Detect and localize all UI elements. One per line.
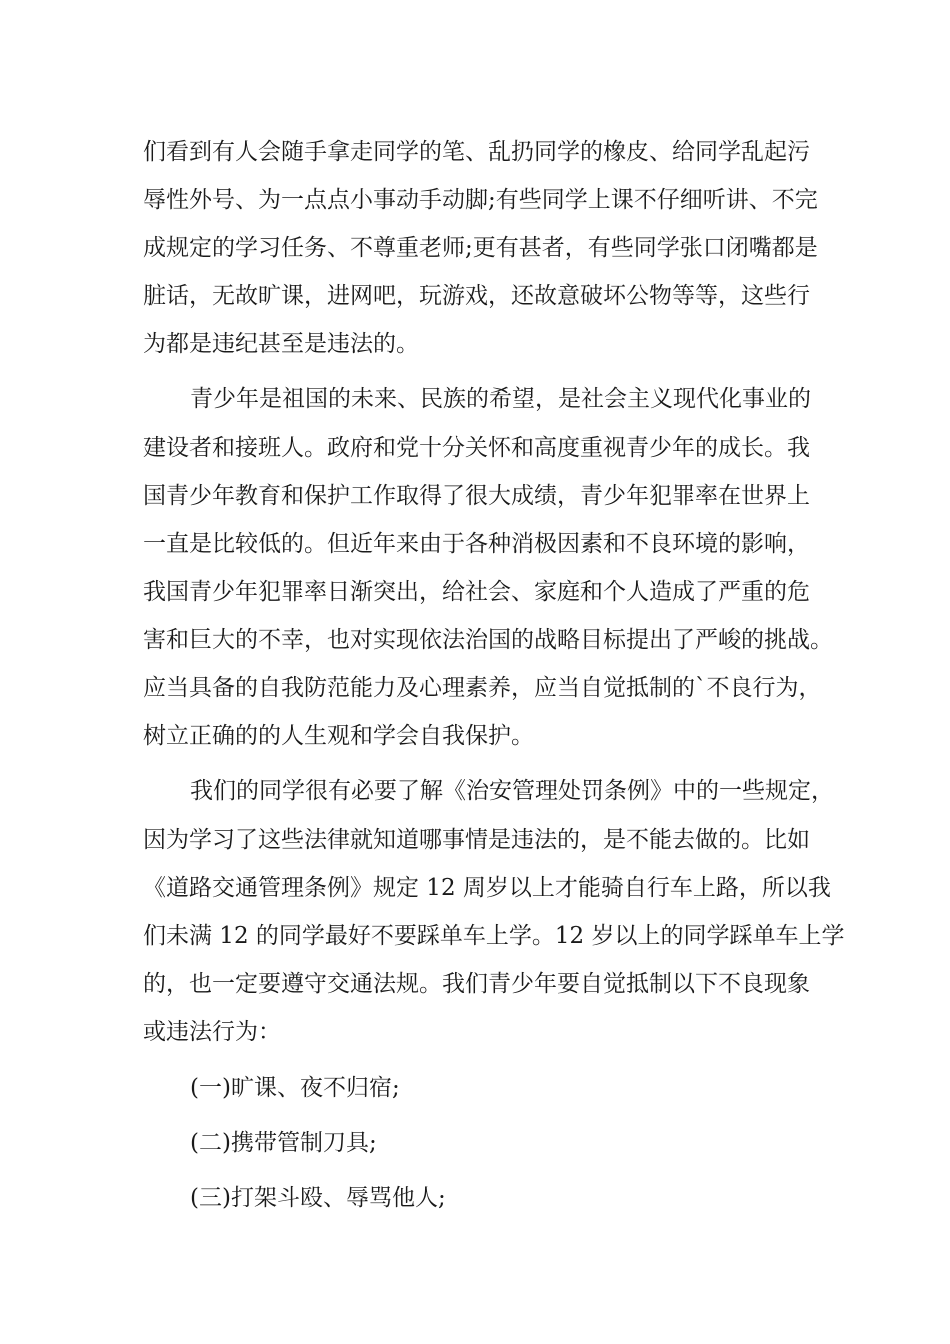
paragraph-1-line: 们看到有人会随手拿走同学的笔、乱扔同学的橡皮、给同学乱起污 [143,139,810,165]
paragraph-2-line: 青少年是祖国的未来、民族的希望，是社会主义现代化事业的 [190,386,811,412]
list-item: (一)旷课、夜不归宿; [190,1075,400,1101]
paragraph-2-line: 我国青少年犯罪率日渐突出，给社会、家庭和个人造成了严重的危 [143,579,810,605]
paragraph-1-line: 成规定的学习任务、不尊重老师;更有甚者，有些同学张口闭嘴都是 [143,235,818,261]
paragraph-3-line: 《道路交通管理条例》规定 12 周岁以上才能骑自行车上路，所以我 [143,875,831,901]
paragraph-3-line: 们未满 12 的同学最好不要踩单车上学。12 岁以上的同学踩单车上学 [143,923,845,949]
paragraph-2-line: 一直是比较低的。但近年来由于各种消极因素和不良环境的影响， [143,531,810,557]
paragraph-3-line: 我们的同学很有必要了解《治安管理处罚条例》中的一些规定， [190,778,834,804]
paragraph-2-line: 害和巨大的不幸，也对实现依法治国的战略目标提出了严峻的挑战。 [143,627,833,653]
paragraph-2-line: 树立正确的的人生观和学会自我保护。 [143,723,534,749]
paragraph-3-line: 或违法行为： [143,1019,281,1045]
paragraph-3-line: 的，也一定要遵守交通法规。我们青少年要自觉抵制以下不良现象 [143,971,810,997]
paragraph-1-line: 辱性外号、为一点点小事动手动脚;有些同学上课不仔细听讲、不完 [143,187,818,213]
paragraph-2-line: 建设者和接班人。政府和党十分关怀和高度重视青少年的成长。我 [143,435,810,461]
paragraph-1-line: 为都是违纪甚至是违法的。 [143,331,419,357]
paragraph-1-line: 脏话，无故旷课，进网吧，玩游戏，还故意破坏公物等等，这些行 [143,283,810,309]
paragraph-3-line: 因为学习了这些法律就知道哪事情是违法的，是不能去做的。比如 [143,827,810,853]
paragraph-2-line: 应当具备的自我防范能力及心理素养，应当自觉抵制的`不良行为， [143,675,822,701]
list-item: (三)打架斗殴、辱骂他人; [190,1185,446,1211]
list-item: (二)携带管制刀具; [190,1130,377,1156]
paragraph-2-line: 国青少年教育和保护工作取得了很大成绩，青少年犯罪率在世界上 [143,483,810,509]
